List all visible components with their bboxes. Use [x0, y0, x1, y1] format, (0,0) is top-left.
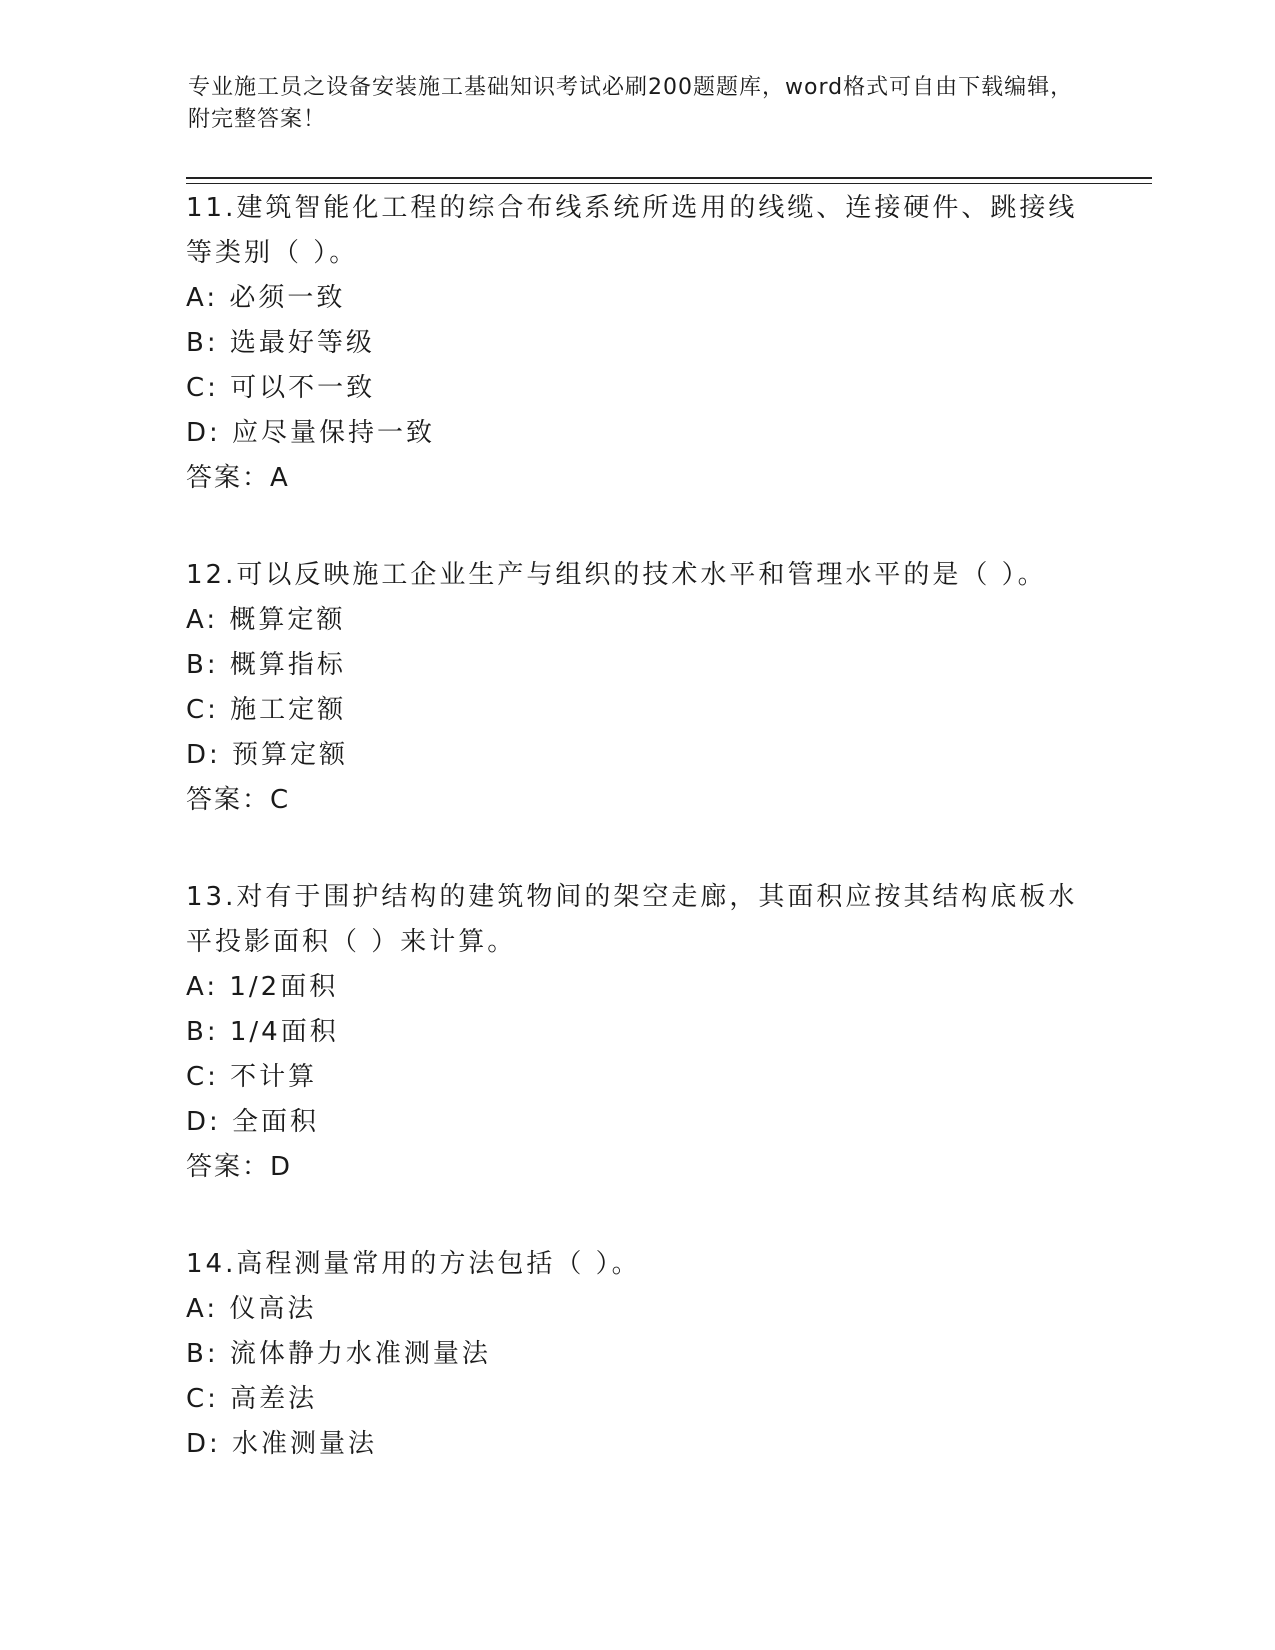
answer-value: C: [270, 785, 290, 815]
question-list: [186, 186, 1086, 1519]
question-stem: 12.可以反映施工企业生产与组织的技术水平和管理水平的是（ ）。: [186, 560, 1047, 590]
option-c: C: 高差法: [186, 1384, 318, 1414]
option-d: D: 水准测量法: [186, 1429, 378, 1459]
option-b: B: 选最好等级: [186, 328, 375, 358]
option-c: C: 可以不一致: [186, 373, 376, 403]
answer-label: 答案：: [186, 463, 271, 493]
question-stem: 13.对有于围护结构的建筑物间的架空走廊，其面积应按其结构底板水平投影面积（ ）来计算。: [186, 882, 1078, 957]
option-b: B: 流体静力水准测量法: [186, 1339, 491, 1369]
answer-label: 答案：: [186, 1152, 271, 1182]
question-stem: 14.高程测量常用的方法包括（ ）。: [186, 1249, 641, 1279]
document-header: 专业施工员之设备安装施工基础知识考试必刷200题题库，word格式可自由下载编辑，附完整答案！: [188, 75, 1074, 132]
question-11: [186, 186, 1086, 501]
option-d: D: 全面积: [186, 1107, 320, 1137]
answer-label: 答案：: [186, 785, 271, 815]
option-b: B: 概算指标: [186, 650, 346, 680]
question-12: [186, 553, 1086, 823]
option-c: C: 不计算: [186, 1062, 318, 1092]
option-d: D: 预算定额: [186, 740, 349, 770]
answer-value: A: [270, 463, 289, 493]
option-a: A: 仪高法: [186, 1294, 317, 1324]
option-c: C: 施工定额: [186, 695, 347, 725]
option-b: B: 1/4面积: [186, 1017, 339, 1047]
option-a: A: 概算定额: [186, 605, 346, 635]
answer-line: [186, 778, 1086, 823]
option-a: A: 1/2面积: [186, 972, 339, 1002]
question-13: [186, 875, 1086, 1190]
answer-line: [186, 1145, 1086, 1190]
option-a: A: 必须一致: [186, 283, 346, 313]
question-14: [186, 1242, 1086, 1467]
option-d: D: 应尽量保持一致: [186, 418, 436, 448]
header-divider: [186, 177, 1152, 184]
answer-value: D: [270, 1152, 292, 1182]
question-stem: 11.建筑智能化工程的综合布线系统所选用的线缆、连接硬件、跳接线等类别（ ）。: [186, 193, 1078, 268]
answer-line: [186, 456, 1086, 501]
